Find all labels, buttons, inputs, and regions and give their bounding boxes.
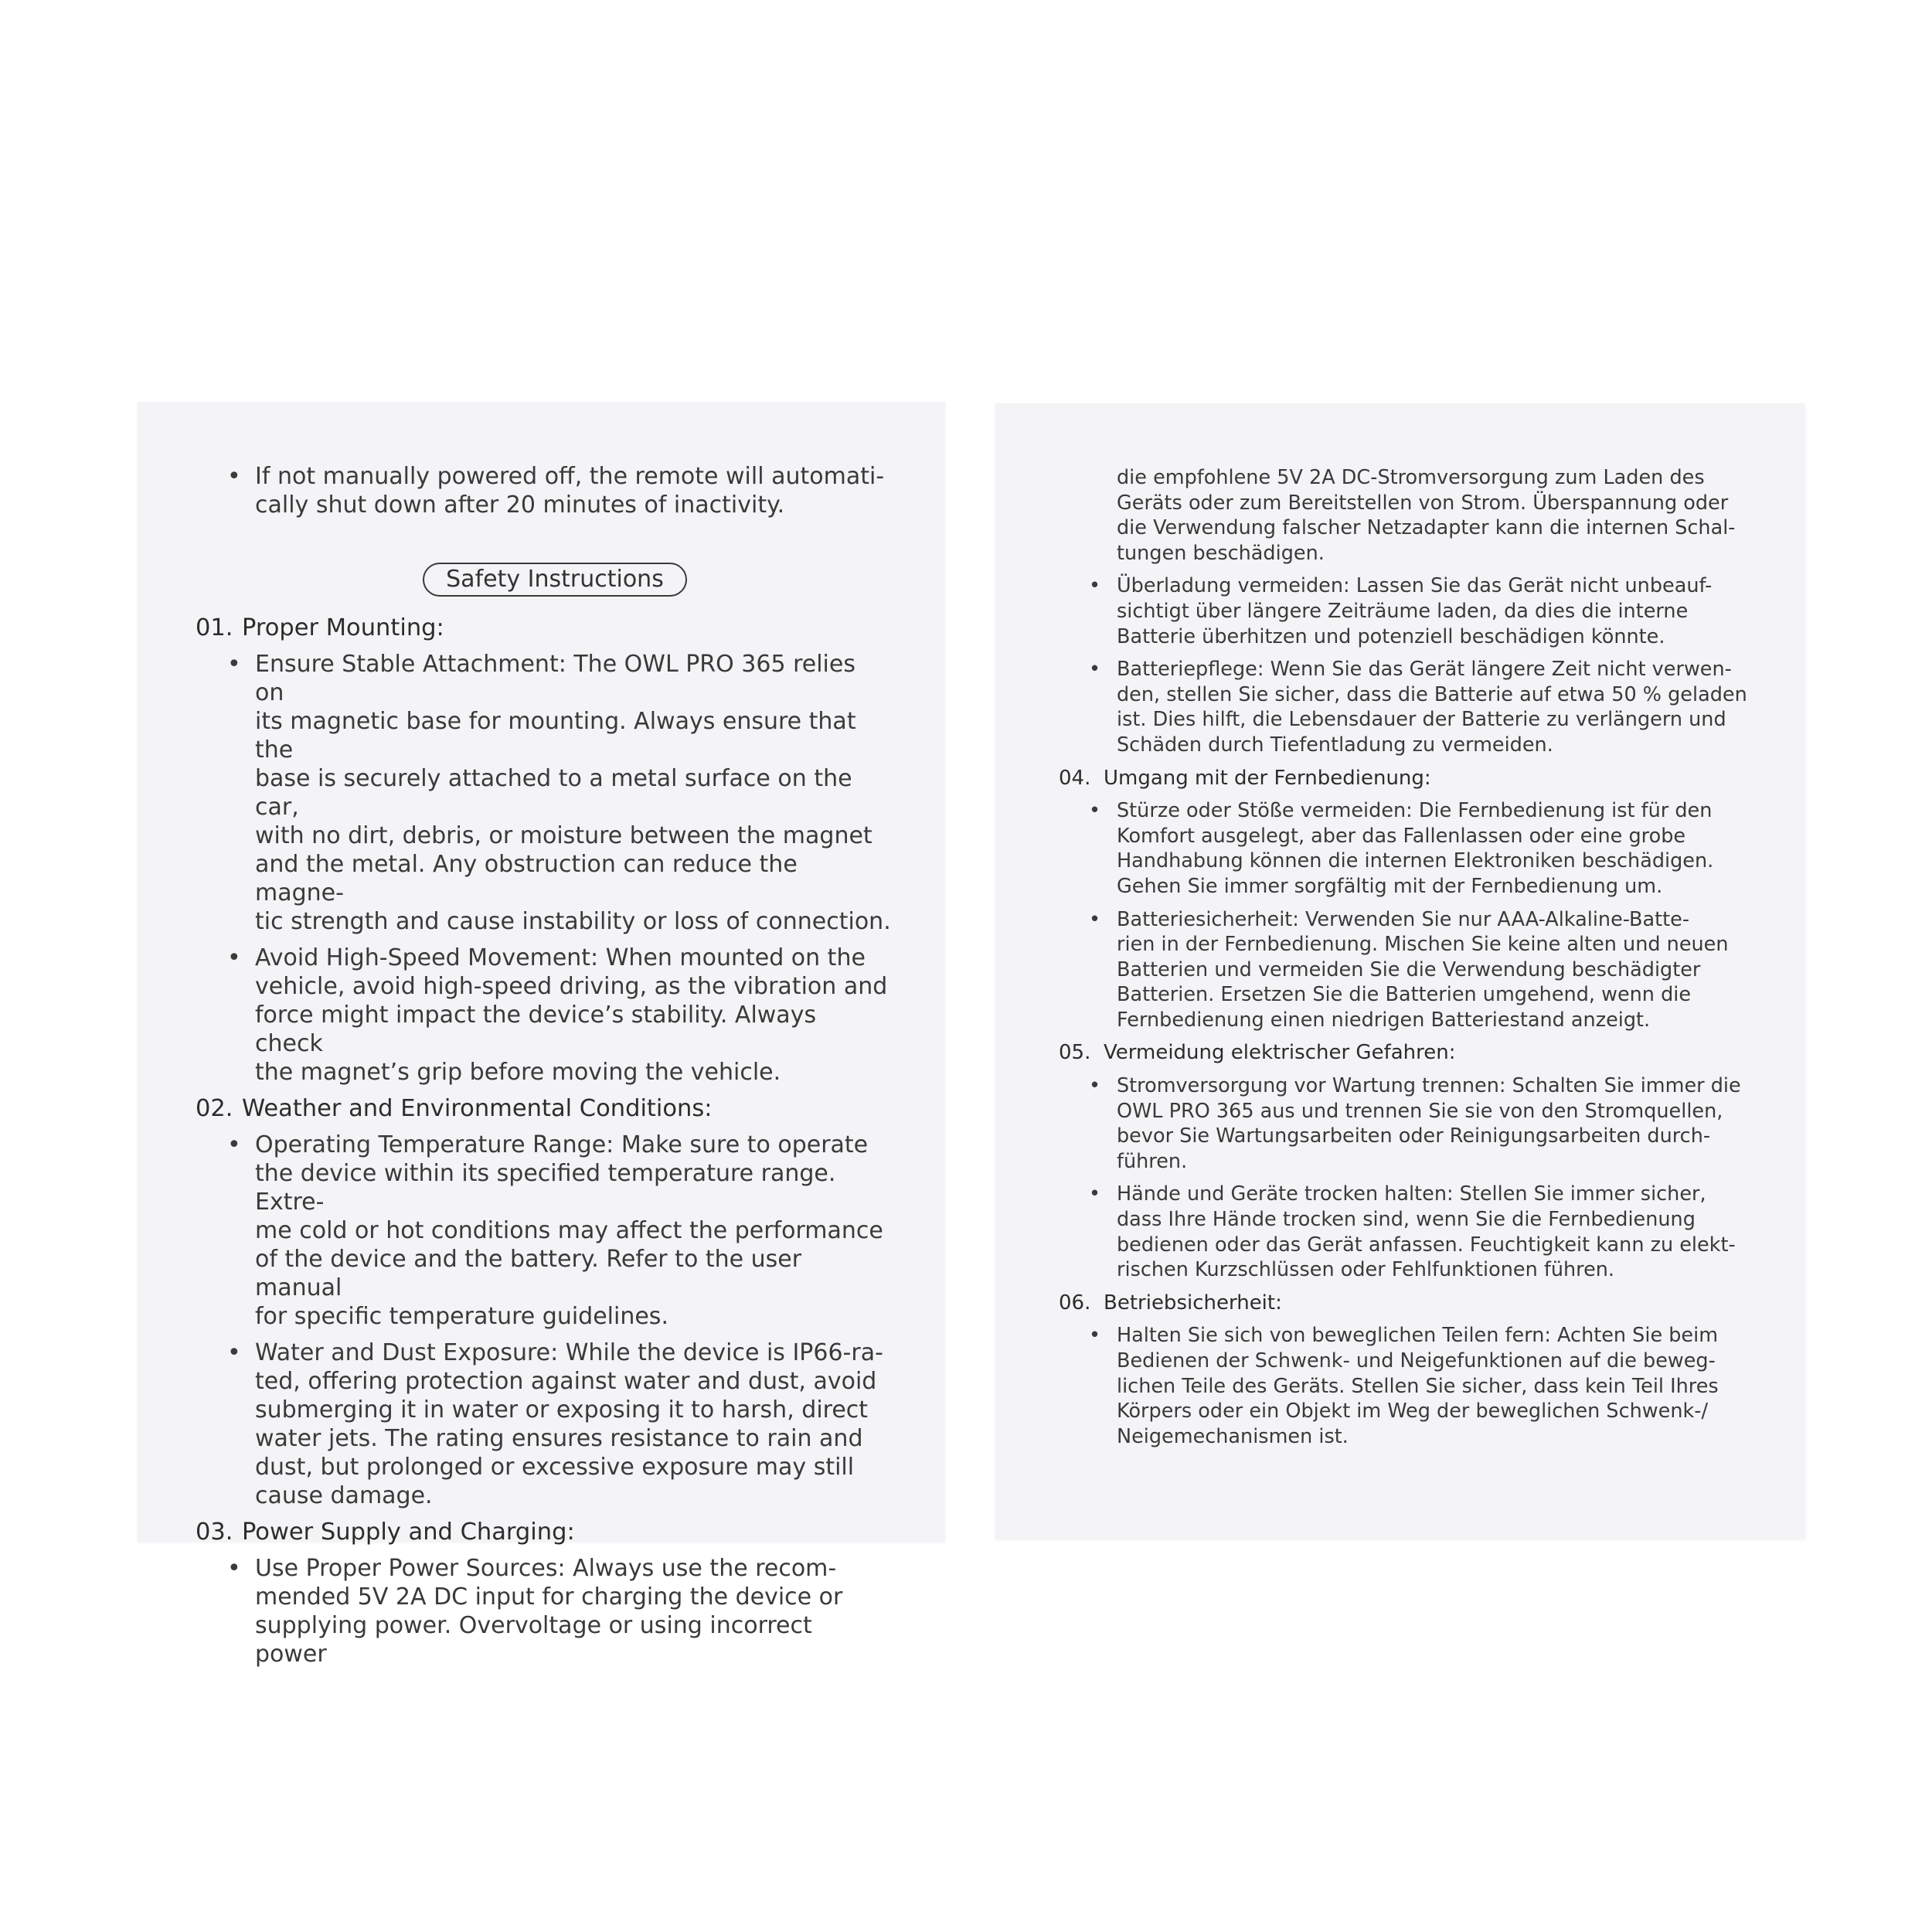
left-sections [196, 614, 891, 1668]
bullet-text: Batteriesicherheit: Verwenden Sie nur AAA-Alkaline-Batte- rien in der Fernbedienung. Mischen Sie keine alten und neuen Batterien und vermeiden Sie die Verwendung beschädigter Batterien. Ersetzen Sie die Batterien umgehend, wenn die Fernbedienung einen niedrigen Batteriestand anzeigt. [1117, 907, 1729, 1032]
section-items [1089, 798, 1750, 1032]
list-item [1089, 798, 1750, 899]
list-item [1089, 907, 1750, 1033]
section-number: 05. [1059, 1041, 1091, 1065]
section-heading [196, 1094, 891, 1123]
bullet-dot: • [227, 1555, 241, 1582]
bullet-text: Operating Temperature Range: Make sure to operate the device within its specified temperature range. Extre- me cold or hot conditions may affect the performance of the device and the battery. Refer to the user manual for specific temperature guidelines. [255, 1131, 883, 1330]
section-number: 04. [1059, 766, 1091, 790]
left-intro-list [227, 462, 891, 519]
bullet-dot: • [1089, 1324, 1101, 1348]
bullet-text: Water and Dust Exposure: While the device is IP66-ra- ted, offering protection against water and dust, avoid submerging it in water or exposing it to harsh, direct water jets. The rating ensures resistance to rain and dust, but prolonged or excessive exposure may still cause damage. [255, 1339, 883, 1509]
section-title: Betriebsicherheit: [1104, 1291, 1282, 1315]
section-items [227, 1131, 891, 1510]
list-item [1089, 573, 1750, 649]
section-number: 06. [1059, 1291, 1091, 1315]
right-sections [1059, 766, 1750, 1450]
bullet-text: Stürze oder Stöße vermeiden: Die Fernbedienung ist für den Komfort ausgelegt, aber das Fallenlassen oder eine grobe Handhabung können die internen Elektroniken beschädigen. Gehen Sie immer sorgfältig mit der Fernbedienung um. [1117, 799, 1714, 898]
section-title: Vermeidung elektrischer Gefahren: [1104, 1041, 1456, 1065]
bullet-dot: • [1089, 799, 1101, 823]
bullet-dot: • [1089, 907, 1101, 931]
left-manual-page [138, 402, 945, 1668]
bullet-text: Halten Sie sich von beweglichen Teilen fern: Achten Sie beim Bedienen der Schwenk- und Neigefunktionen auf die beweg- lichen Teile des Geräts. Stellen Sie sicher, dass kein Teil Ihres Körpers oder ein Objekt im Weg der beweglichen Schwenk-/ Neigemechanismen ist. [1117, 1324, 1719, 1448]
section-04 [1059, 766, 1750, 1033]
bullet-text: Ensure Stable Attachment: The OWL PRO 365 relies on its magnetic base for mounting. Always ensure that the base is securely attached to a metal surface on the car, with no dirt, debris, or moisture between the magnet and the metal. Any obstruction can reduce the magne- tic strength and cause instability or loss of connection. [255, 651, 891, 935]
section-heading [1059, 1040, 1750, 1066]
section-heading [1059, 766, 1750, 791]
bullet-text: Batteriepflege: Wenn Sie das Gerät längere Zeit nicht verwen- den, stellen Sie sicher, dass die Batterie auf etwa 50 % geladen ist. Dies hilft, die Lebensdauer der Batterie zu verlängern und Schäden durch Tiefentladung zu vermeiden. [1117, 658, 1747, 757]
section-items [227, 1554, 891, 1668]
list-item [227, 1338, 891, 1510]
bullet-dot: • [227, 651, 241, 678]
list-item [1089, 1323, 1750, 1449]
bullet-dot: • [227, 944, 241, 971]
section-06 [1059, 1291, 1750, 1450]
list-item [1089, 1073, 1750, 1174]
list-item [227, 944, 891, 1087]
section-heading [196, 614, 891, 642]
section-title: Power Supply and Charging: [242, 1519, 575, 1546]
section-number: 02. [196, 1095, 233, 1122]
section-heading [196, 1518, 891, 1546]
bullet-dot: • [1089, 658, 1101, 682]
list-item [1089, 1182, 1750, 1282]
bullet-text: Avoid High-Speed Movement: When mounted on the vehicle, avoid high-speed driving, as the vibration and force might impact the device’s stability. Always check the magnet’s grip before moving the vehicle. [255, 944, 888, 1086]
list-item [227, 1554, 891, 1668]
section-01 [196, 614, 891, 1087]
bullet-dot: • [227, 1131, 241, 1158]
section-02 [196, 1094, 891, 1510]
safety-instructions-badge: Safety Instructions [423, 563, 687, 597]
bullet-text: If not manually powered off, the remote will automati- cally shut down after 20 minutes of inactivity. [255, 463, 885, 519]
bullet-text: Überladung vermeiden: Lassen Sie das Gerät nicht unbeauf- sichtigt über längere Zeiträume laden, da dies die interne Batterie überhitzen und potenziell beschädigen könnte. [1117, 574, 1713, 648]
bullet-dot: • [227, 1339, 241, 1366]
section-title: Proper Mounting: [242, 614, 444, 641]
right-manual-page [995, 403, 1805, 1539]
section-number: 01. [196, 614, 233, 641]
list-item [227, 650, 891, 936]
bullet-dot: • [1089, 574, 1101, 598]
bullet-dot: • [1089, 1182, 1101, 1206]
bullet-dot: • [1089, 1074, 1101, 1098]
section-items [227, 650, 891, 1087]
section-number: 03. [196, 1519, 233, 1546]
bullet-text: Stromversorgung vor Wartung trennen: Schalten Sie immer die OWL PRO 365 aus und trennen Sie sie von den Stromquellen, bevor Sie Wartungsarbeiten oder Reinigungsarbeiten durch- führen. [1117, 1074, 1741, 1173]
section-05 [1059, 1040, 1750, 1282]
safety-instructions-badge-wrap [196, 563, 891, 597]
section-title: Umgang mit der Fernbedienung: [1104, 766, 1431, 790]
bullet-dot: • [227, 463, 241, 490]
list-item [227, 462, 891, 519]
section-heading [1059, 1291, 1750, 1316]
bullet-text: Hände und Geräte trocken halten: Stellen Sie immer sicher, dass Ihre Hände trocken sind, wenn Sie die Fernbedienung bedienen oder das Gerät anfassen. Feuchtigkeit kann zu elekt- rischen Kurzschlüssen oder Fehlfunktionen führen. [1117, 1182, 1736, 1282]
section-items [1089, 1073, 1750, 1283]
bullet-text: Use Proper Power Sources: Always use the recom- mended 5V 2A DC input for charging the device or supplying power. Overvoltage or using incorrect power [255, 1555, 843, 1668]
section-title: Weather and Environmental Conditions: [242, 1095, 713, 1122]
section-03 [196, 1518, 891, 1668]
right-intro-text: die empfohlene 5V 2A DC-Stromversorgung zum Laden des Geräts oder zum Bereitstellen von Strom. Überspannung oder die Verwendung falscher Netzadapter kann die internen Schal- tungen beschädigen. [1117, 466, 1736, 565]
list-item [227, 1131, 891, 1331]
list-item [1089, 657, 1750, 757]
section-items [1089, 1323, 1750, 1449]
right-intro-list [1089, 573, 1750, 757]
